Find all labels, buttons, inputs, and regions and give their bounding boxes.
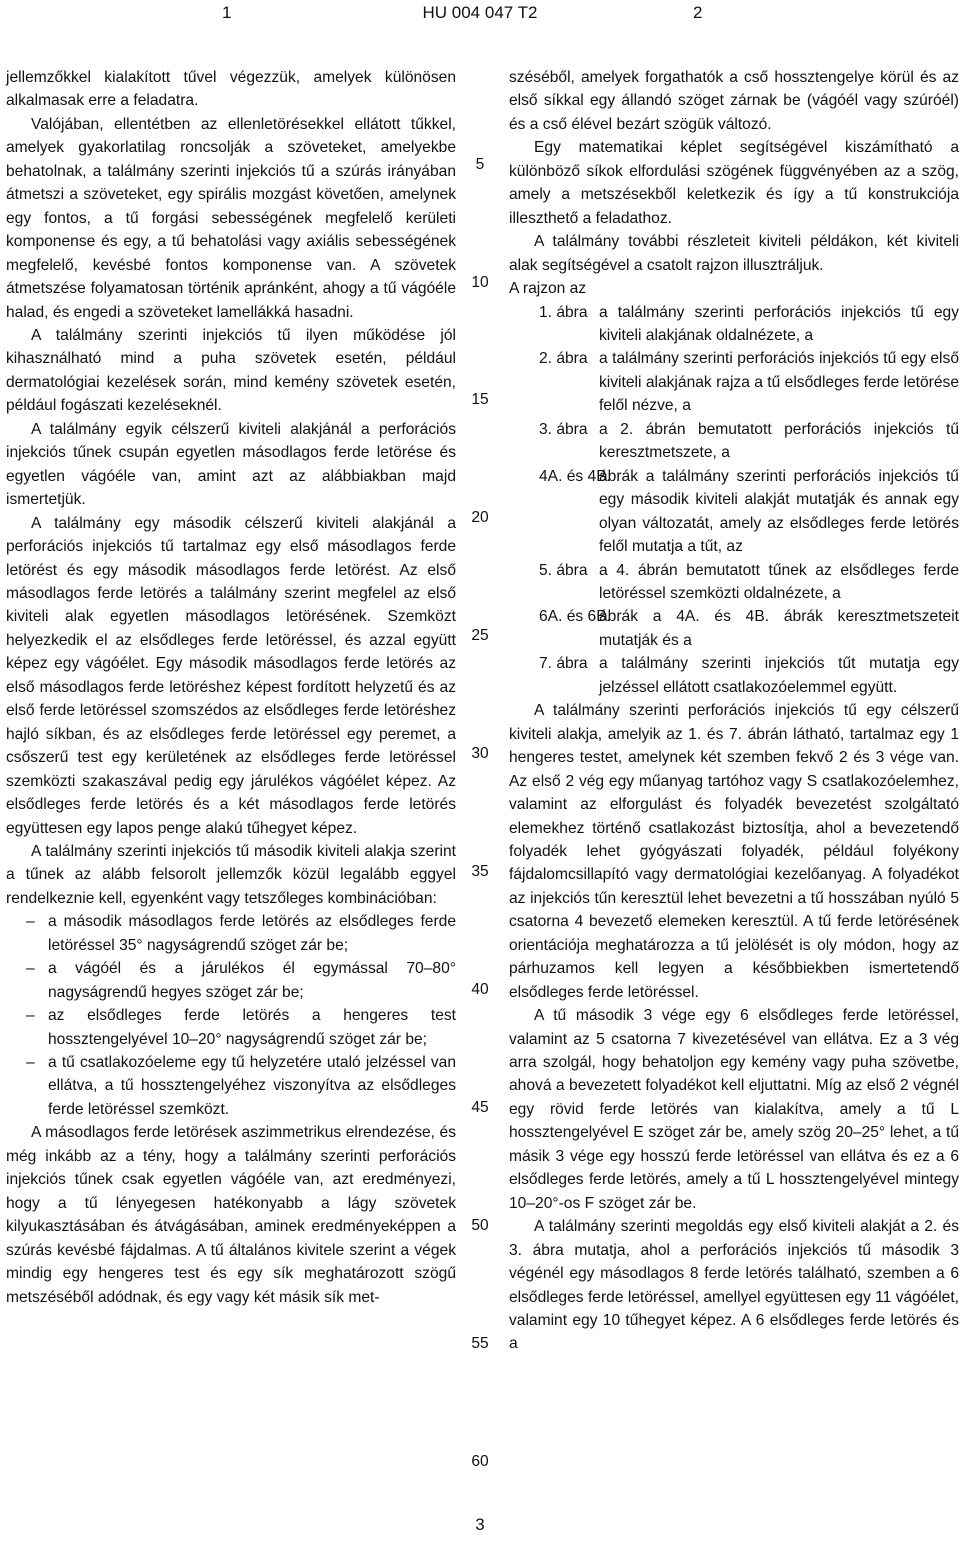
- left-paragraph-1: jellemzőkkel kialakított tűvel végezzük, amelyek különösen alkalmasak erre a feladatra.: [6, 69, 456, 110]
- line-number: 25: [471, 627, 489, 644]
- patent-number: HU 004 047 T2: [422, 3, 538, 22]
- feature-list-item: – a második másodlagos ferde letörés az elsődleges ferde letöréssel 35° nagyságrendű szöget zár be;: [6, 910, 456, 957]
- left-paragraph-7: A másodlagos ferde letörések aszimmetrikus elrendezése, és még inkább az a tény, hogy a találmány szerinti perforációs injekciós tűnek csak egyetlen vágóéle van, azt eredményezi, hogy a tű lényegesen hatékonyabb a lágy szövetek kilyukasztásában és átvágásában, aminek eredményeképpen a szúrás kevésbé fájdalmas. A tű általános kivitele szerint a végek mindig egy hengeres test és egy sík meghatározott szögű metszéséből adódnak, és egy vagy két másik sík met-: [6, 1124, 456, 1306]
- line-number: 50: [471, 1217, 489, 1234]
- line-number: 15: [471, 391, 489, 408]
- figure-description: a találmány szerinti injekciós tűt mutatja egy jelzéssel ellátott csatlakozóelemmel együtt.: [599, 655, 959, 696]
- line-number: 60: [471, 1453, 489, 1470]
- right-paragraph-4: A rajzon az: [509, 280, 587, 298]
- left-paragraph-5: A találmány egy második célszerű kiviteli alakjánál a perforációs injekciós tű tartalmaz egy első másodlagos ferde letörést és egy második másodlagos ferde letörést. Az első másodlagos ferde letörés a találmány szerint megfelel az első kiviteli alak egyetlen másodlagos letörésének. Szemközt helyezkedik el az elsődleges ferde letöréssel, és azzal együtt képez egy vágóélet. Egy második másodlagos ferde letörés az első másodlagos ferde letöréshez képest fordított helyzetű és az első ferde letöréssel szomszédos az elsődleges ferde letöréshez hajló síkban, és az elsődleges ferde letöréssel egy peremet, a csőszerű test egy kerületének az elsődleges ferde letöréssel szemközti szakaszával pedig egy járulékos vágóélet képez. Az elsődleges ferde letörés és a két másodlagos ferde letörés együttesen egy lapos penge alakú tűhegyet képez.: [6, 514, 456, 837]
- figure-label: 3. ábra: [539, 420, 588, 438]
- feature-list-item: – az elsődleges ferde letörés a hengeres test hossztengelyével 10–20° nagyságrendű szöget zár be;: [6, 1004, 456, 1051]
- left-paragraph-2: Valójában, ellentétben az ellenletörésekkel ellátott tűkkel, amelyek gyakorlatilag roncsolják a szöveteket, amelyekbe behatolnak, a találmány szerinti injekciós tű a szúrás irányában átmetszi a szöveteket, egy spirális mozgást követően, amelynek egy fontos, a tű forgási sebességének megfelelő kerületi komponense és egy, a tű behatolási vagy axiális sebességének megfelelő, kevésbé fontos komponense van. A szövetek átmetszése folyamatosan történik apránként, ahogy a tű vágóéle halad, és engedi a szöveteket lamellákká hasadni.: [6, 115, 456, 321]
- page-footer: [0, 1515, 960, 1535]
- right-paragraph-1: széséből, amelyek forgathatók a cső hossztengelye körül és az első síkkal egy állandó szöget zárnak be (vágóél vagy szúróél) és a cső élével bezárt szögük változó.: [509, 69, 959, 133]
- figure-description: a 4. ábrán bemutatott tűnek az elsődleges ferde letöréssel szemközti oldalnézete, a: [599, 561, 959, 602]
- feature-list-item: – a tű csatlakozóeleme egy tű helyzetére utaló jelzéssel van ellátva, a tű hossztengelyéhez viszonyítva az elsődleges ferde letöréssel szemközt.: [6, 1051, 456, 1121]
- figure-label: 4A. és 4B.: [539, 467, 611, 485]
- right-page-number: 2: [693, 3, 703, 22]
- figure-label: 6A. és 6B.: [539, 608, 611, 626]
- figure-list-item: [509, 347, 959, 417]
- right-paragraph-6: A tű második 3 vége egy 6 elsődleges ferde letöréssel, valamint az 5 csatorna 7 kivezetésével van ellátva. Ez a 3 vég arra szolgál, hogy behatoljon egy kemény vagy puha szövetbe, ahová a bevezetett folyadékot kell eljuttatni. Míg az első 2 végnél egy rövid ferde letörés van kialakítva, amely a tű L hossztengelyével E szöget zár be, amely szög 20–25° lehet, a tű másik 3 vége egy hosszú ferde letöréssel van ellátva és ez a 6 elsődleges ferde letörés, amely a tű L hossztengelyével mintegy 10–20°-os F szöget zár be.: [509, 1007, 959, 1212]
- figure-description: ábrák a 4A. és 4B. ábrák keresztmetszeteit mutatják és a: [599, 608, 959, 649]
- right-paragraph-7: A találmány szerinti megoldás egy első kiviteli alakját a 2. és 3. ábra mutatja, ahol a perforációs injekciós tű második 3 végénél egy másodlagos 8 ferde letörés található, szemben a 6 elsődleges ferde letöréssel, amellyel együttesen egy 11 vágóélet, valamint egy 10 tűhegyet képez. A 6 elsődleges ferde letörés és a: [509, 1218, 959, 1353]
- figure-label: 5. ábra: [539, 561, 588, 579]
- feature-list: [6, 910, 456, 1121]
- figure-list-item: [509, 418, 959, 465]
- figure-description: a 2. ábrán bemutatott perforációs injekciós tű keresztmetszete, a: [599, 420, 959, 462]
- left-page-number: 1: [222, 3, 232, 22]
- right-paragraph-3: A találmány további részleteit kiviteli példákon, két kiviteli alak segítségével a csatolt rajzon illusztráljuk.: [509, 233, 959, 274]
- line-number: 30: [471, 745, 489, 762]
- left-paragraph-6: A találmány szerinti injekciós tű második kiviteli alakja szerint a tűnek az alább felsorolt jellemzők közül legalább eggyel rendelkeznie kell, egyenként vagy tetszőleges kombinációban:: [6, 842, 456, 907]
- line-number: 35: [471, 863, 489, 880]
- figure-list-item: [509, 652, 959, 699]
- line-number: 10: [471, 274, 489, 291]
- figure-list: [509, 301, 959, 700]
- figure-description: ábrák a találmány szerinti perforációs injekciós tű egy második kiviteli alakját mutatják és annak egy olyan változatát, amely az elsődleges ferde letörés felől mutatja a tűt, az: [599, 467, 959, 556]
- page-number: 3: [475, 1515, 485, 1534]
- line-number: 55: [471, 1335, 489, 1352]
- left-paragraph-4: A találmány egyik célszerű kiviteli alakjánál a perforációs injekciós tűnek csupán egyetlen másodlagos ferde letörése és egyetlen vágóéle van, amint azt az alábbiakban majd ismertetjük.: [6, 420, 456, 509]
- figure-list-item: [509, 605, 959, 652]
- feature-list-item: – a vágóél és a járulékos él egymással 70–80° nagyságrendű hegyes szöget zár be;: [6, 957, 456, 1004]
- figure-list-item: [509, 301, 959, 348]
- line-number: 20: [471, 509, 489, 526]
- line-number: 45: [471, 1099, 489, 1116]
- figure-list-item: [509, 465, 959, 559]
- right-paragraph-2: Egy matematikai képlet segítségével kiszámítható a különböző síkok elfordulási szögének függvényében az a szög, amely a metszésekből keletkezik és így a tű konstrukciója illeszthető a feladathoz.: [509, 139, 959, 227]
- figure-description: a találmány szerinti perforációs injekciós tű egy első kiviteli alakjának rajza a tű elsődleges ferde letörése felől nézve, a: [599, 350, 959, 415]
- figure-label: 7. ábra: [539, 655, 588, 673]
- left-column: [6, 66, 456, 1309]
- right-paragraph-5: A találmány szerinti perforációs injekciós tű egy célszerű kiviteli alakja, amelyik az 1. és 7. ábrán látható, tartalmaz egy 1 hengeres testet, amelynek két szemben fekvő 2 és 3 vége van. Az első 2 vég egy műanyag tartóhoz vagy S csatlakozóelemhez, valamint az elforgulást és folyadék bevezetést szolgáltató elemekhez történő csatlakozást biztosítja, ahol a bevezetendő folyadék lehet gyógyászati folyadék, például folyékony fájdalomcsillapító vagy dermatológiai kezelőanyag. A folyadékot az injekciós tűn keresztül lehet bevezetni a tű hosszában nyúló 5 csatorna 4 bevezető elemeken keresztül. A tű ferde letörésének orientációja meghatározza a tű jelölését is oly módon, hogy az párhuzamos kell legyen a későbbiekben ismertetendő elsődleges ferde letöréssel.: [509, 702, 959, 1001]
- figure-list-item: [509, 559, 959, 606]
- figure-description: a találmány szerinti perforációs injekciós tű egy kiviteli alakjának oldalnézete, a: [599, 303, 959, 344]
- figure-label: 1. ábra: [539, 303, 588, 321]
- right-column: [509, 66, 959, 1356]
- line-number: 5: [475, 156, 485, 173]
- line-number: 40: [471, 981, 489, 998]
- figure-label: 2. ábra: [539, 350, 588, 368]
- left-paragraph-3: A találmány szerinti injekciós tű ilyen működése jól kihasználható mind a puha szövetek esetén, például dermatológiai kezelések során, mind kemény szövetek esetén, például fogászati kezeléseknél.: [6, 326, 456, 415]
